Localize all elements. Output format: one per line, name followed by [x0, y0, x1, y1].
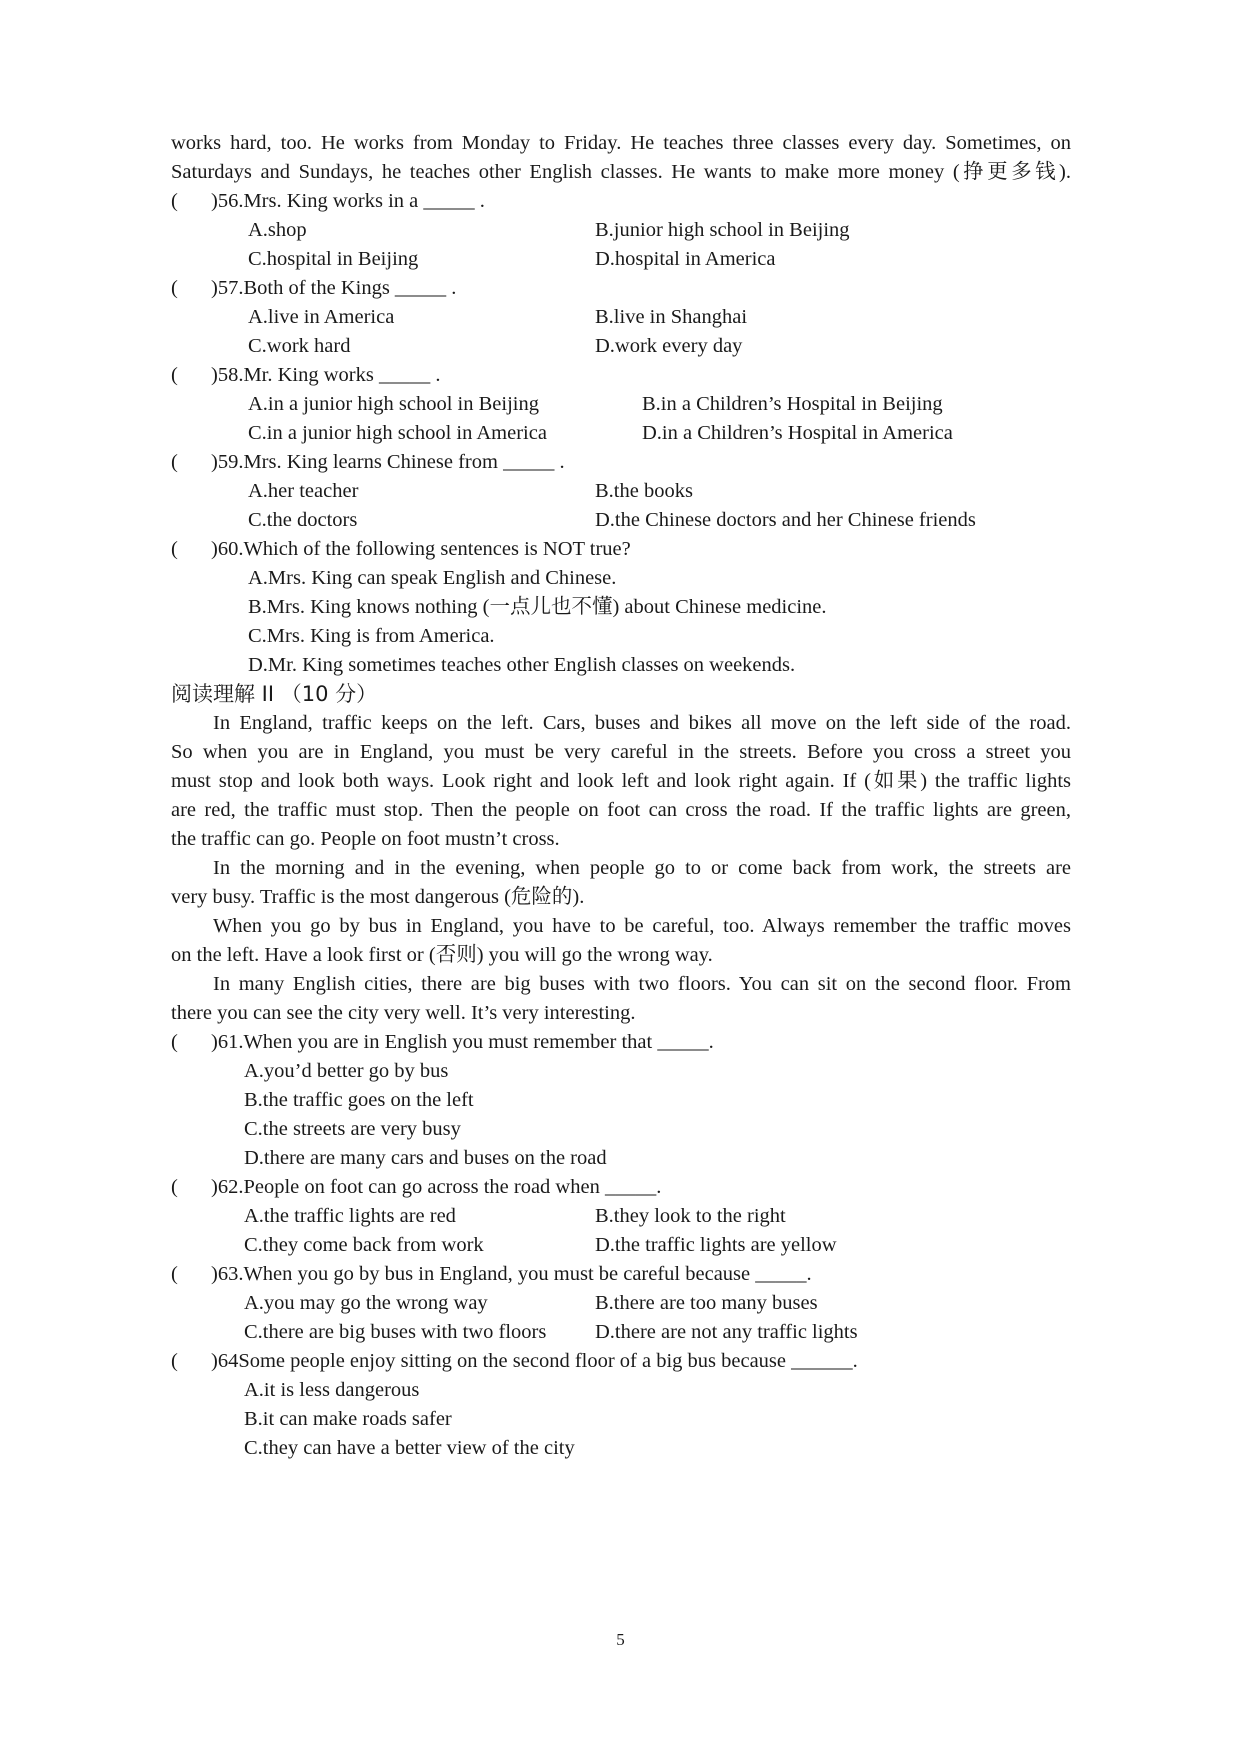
passage1-line-2: Saturdays and Sundays, he teaches other English classes. He wants to make more money (挣更多钱).: [171, 161, 1071, 183]
option-b: B.the books: [595, 480, 693, 502]
option-d: D.in a Children’s Hospital in America: [642, 422, 953, 444]
option-c: C.work hard: [248, 335, 351, 357]
passage2-line-4: are red, the traffic must stop. Then the people on foot can cross the road. If the traffic lights are green,: [171, 799, 1071, 821]
passage2-line-9: on the left. Have a look first or (否则) you will go the wrong way.: [171, 944, 713, 966]
passage2-line-6: In the morning and in the evening, when people go to or come back from work, the streets are: [213, 857, 1071, 879]
option-c: C.they can have a better view of the city: [244, 1437, 575, 1459]
question-text: )64Some people enjoy sitting on the second floor of a big bus because ______.: [211, 1350, 858, 1372]
section-heading: 阅读理解 II （10 分）: [171, 682, 378, 706]
question-text: )59.Mrs. King learns Chinese from _____ .: [211, 451, 565, 473]
answer-blank[interactable]: (: [171, 1350, 178, 1372]
question-text: )58.Mr. King works _____ .: [211, 364, 441, 386]
answer-blank[interactable]: (: [171, 190, 178, 212]
option-d: D.there are not any traffic lights: [595, 1321, 858, 1343]
passage2-line-7: very busy. Traffic is the most dangerous (危险的).: [171, 886, 585, 908]
option-a: A.you’d better go by bus: [244, 1060, 449, 1082]
option-a: A.her teacher: [248, 480, 359, 502]
option-a: A.it is less dangerous: [244, 1379, 420, 1401]
page-number: 5: [616, 1630, 625, 1649]
question-text: )61.When you are in English you must remember that _____.: [211, 1031, 714, 1053]
passage2-line-10: In many English cities, there are big buses with two floors. You can sit on the second floor. From: [213, 973, 1071, 995]
option-d: D.hospital in America: [595, 248, 776, 270]
option-c: C.there are big buses with two floors: [244, 1321, 547, 1343]
answer-blank[interactable]: (: [171, 451, 178, 473]
answer-blank[interactable]: (: [171, 1263, 178, 1285]
option-c: C.hospital in Beijing: [248, 248, 419, 270]
question-text: )62.People on foot can go across the road when _____.: [211, 1176, 662, 1198]
question-text: )60.Which of the following sentences is NOT true?: [211, 538, 631, 560]
option-d: D.there are many cars and buses on the road: [244, 1147, 607, 1169]
option-d: D.Mr. King sometimes teaches other English classes on weekends.: [248, 654, 796, 676]
option-b: B.junior high school in Beijing: [595, 219, 850, 241]
option-d: D.the Chinese doctors and her Chinese friends: [595, 509, 976, 531]
option-a: A.the traffic lights are red: [244, 1205, 456, 1227]
option-c: C.in a junior high school in America: [248, 422, 547, 444]
option-d: D.the traffic lights are yellow: [595, 1234, 837, 1256]
option-c: C.Mrs. King is from America.: [248, 625, 495, 647]
option-d: D.work every day: [595, 335, 743, 357]
passage2-line-2: So when you are in England, you must be very careful in the streets. Before you cross a street you: [171, 741, 1071, 763]
question-text: )57.Both of the Kings _____ .: [211, 277, 457, 299]
answer-blank[interactable]: (: [171, 277, 178, 299]
answer-blank[interactable]: (: [171, 1031, 178, 1053]
passage1-line-1: works hard, too. He works from Monday to Friday. He teaches three classes every day. Sometimes, on: [171, 132, 1071, 154]
answer-blank[interactable]: (: [171, 538, 178, 560]
answer-blank[interactable]: (: [171, 1176, 178, 1198]
option-a: A.in a junior high school in Beijing: [248, 393, 539, 415]
option-b: B.in a Children’s Hospital in Beijing: [642, 393, 943, 415]
option-a: A.live in America: [248, 306, 395, 328]
option-c: C.they come back from work: [244, 1234, 484, 1256]
question-text: )56.Mrs. King works in a _____ .: [211, 190, 485, 212]
option-b: B.there are too many buses: [595, 1292, 818, 1314]
passage2-line-8: When you go by bus in England, you have to be careful, too. Always remember the traffic moves: [213, 915, 1071, 937]
option-b: B.Mrs. King knows nothing (一点儿也不懂) about Chinese medicine.: [248, 596, 827, 618]
passage2-line-1: In England, traffic keeps on the left. Cars, buses and bikes all move on the left side of the road.: [213, 712, 1071, 734]
option-a: A.Mrs. King can speak English and Chinese.: [248, 567, 617, 589]
option-a: A.you may go the wrong way: [244, 1292, 488, 1314]
passage2-line-3: must stop and look both ways. Look right and look left and look right again. If (如果) the traffic lights: [171, 770, 1071, 792]
answer-blank[interactable]: (: [171, 364, 178, 386]
option-b: B.the traffic goes on the left: [244, 1089, 474, 1111]
option-b: B.live in Shanghai: [595, 306, 748, 328]
question-text: )63.When you go by bus in England, you must be careful because _____.: [211, 1263, 812, 1285]
option-a: A.shop: [248, 219, 307, 241]
passage2-line-11: there you can see the city very well. It’s very interesting.: [171, 1002, 636, 1024]
passage2-line-5: the traffic can go. People on foot mustn’t cross.: [171, 828, 560, 850]
option-b: B.they look to the right: [595, 1205, 786, 1227]
option-c: C.the streets are very busy: [244, 1118, 461, 1140]
option-b: B.it can make roads safer: [244, 1408, 452, 1430]
option-c: C.the doctors: [248, 509, 358, 531]
